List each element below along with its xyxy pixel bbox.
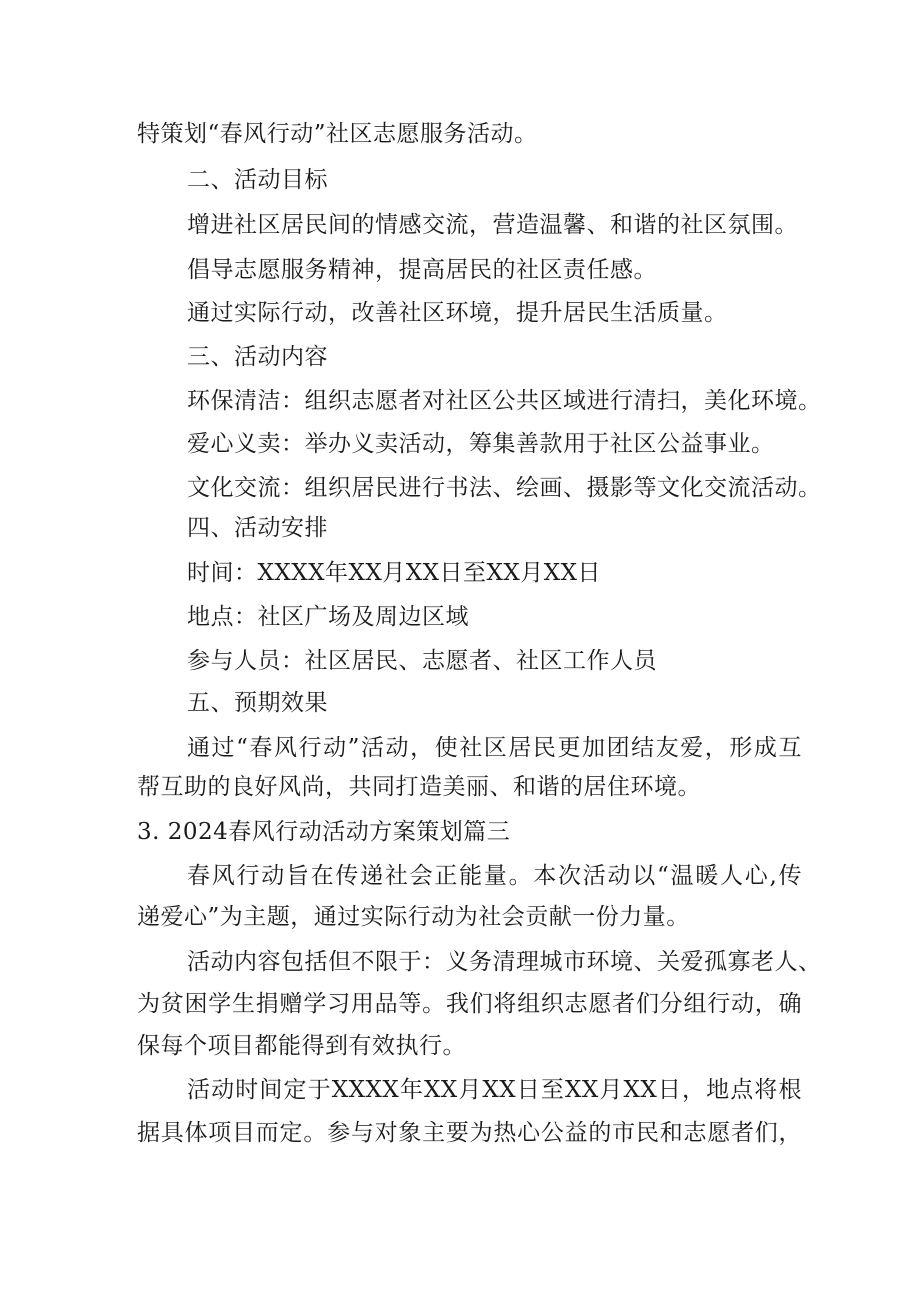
paragraph-line: 据具体项目而定。参与对象主要为热心公益的市民和志愿者们， xyxy=(137,1120,802,1146)
paragraph-line: 帮互助的良好风尚，共同打造美丽、和谐的居住环境。 xyxy=(137,774,701,800)
section-heading-content: 三、活动内容 xyxy=(187,344,328,370)
schedule-time: 时间：XXXX年XX月XX日至XX月XX日 xyxy=(187,560,601,586)
paragraph-line: 春风行动旨在传递社会正能量。本次活动以“温暖人心,传 xyxy=(187,863,802,889)
paragraph-line: 递爱心”为主题，通过实际行动为社会贡献一份力量。 xyxy=(137,904,690,930)
paragraph-line: 保每个项目都能得到有效执行。 xyxy=(137,1033,466,1059)
paragraph-line: 为贫困学生捐赠学习用品等。我们将组织志愿者们分组行动，确 xyxy=(137,991,802,1017)
schedule-participants: 参与人员：社区居民、志愿者、社区工作人员 xyxy=(187,648,657,674)
article-heading: 3. 2024春风行动活动方案策划篇三 xyxy=(137,819,511,845)
paragraph-line: 倡导志愿服务精神，提高居民的社区责任感。 xyxy=(187,257,657,283)
section-heading-schedule: 四、活动安排 xyxy=(187,515,328,541)
section-heading-goals: 二、活动目标 xyxy=(187,167,328,193)
paragraph-line: 特策划“春风行动”社区志愿服务活动。 xyxy=(137,121,538,147)
paragraph-line: 通过实际行动，改善社区环境，提升居民生活质量。 xyxy=(187,300,728,326)
paragraph-line: 环保清洁：组织志愿者对社区公共区域进行清扫，美化环境。 xyxy=(187,388,822,414)
paragraph-line: 活动内容包括但不限于：义务清理城市环境、关爱孤寡老人、 xyxy=(187,949,822,975)
section-heading-effects: 五、预期效果 xyxy=(187,690,328,716)
paragraph-line: 活动时间定于XXXX年XX月XX日至XX月XX日，地点将根 xyxy=(187,1077,802,1103)
paragraph-line: 文化交流：组织居民进行书法、绘画、摄影等文化交流活动。 xyxy=(187,475,822,501)
paragraph-line: 通过“春风行动”活动，使社区居民更加团结友爱，形成互 xyxy=(187,735,802,761)
paragraph-line: 增进社区居民间的情感交流，营造温馨、和谐的社区氛围。 xyxy=(187,212,798,238)
paragraph-line: 爱心义卖：举办义卖活动，筹集善款用于社区公益事业。 xyxy=(187,431,775,457)
schedule-location: 地点：社区广场及周边区域 xyxy=(187,604,469,630)
